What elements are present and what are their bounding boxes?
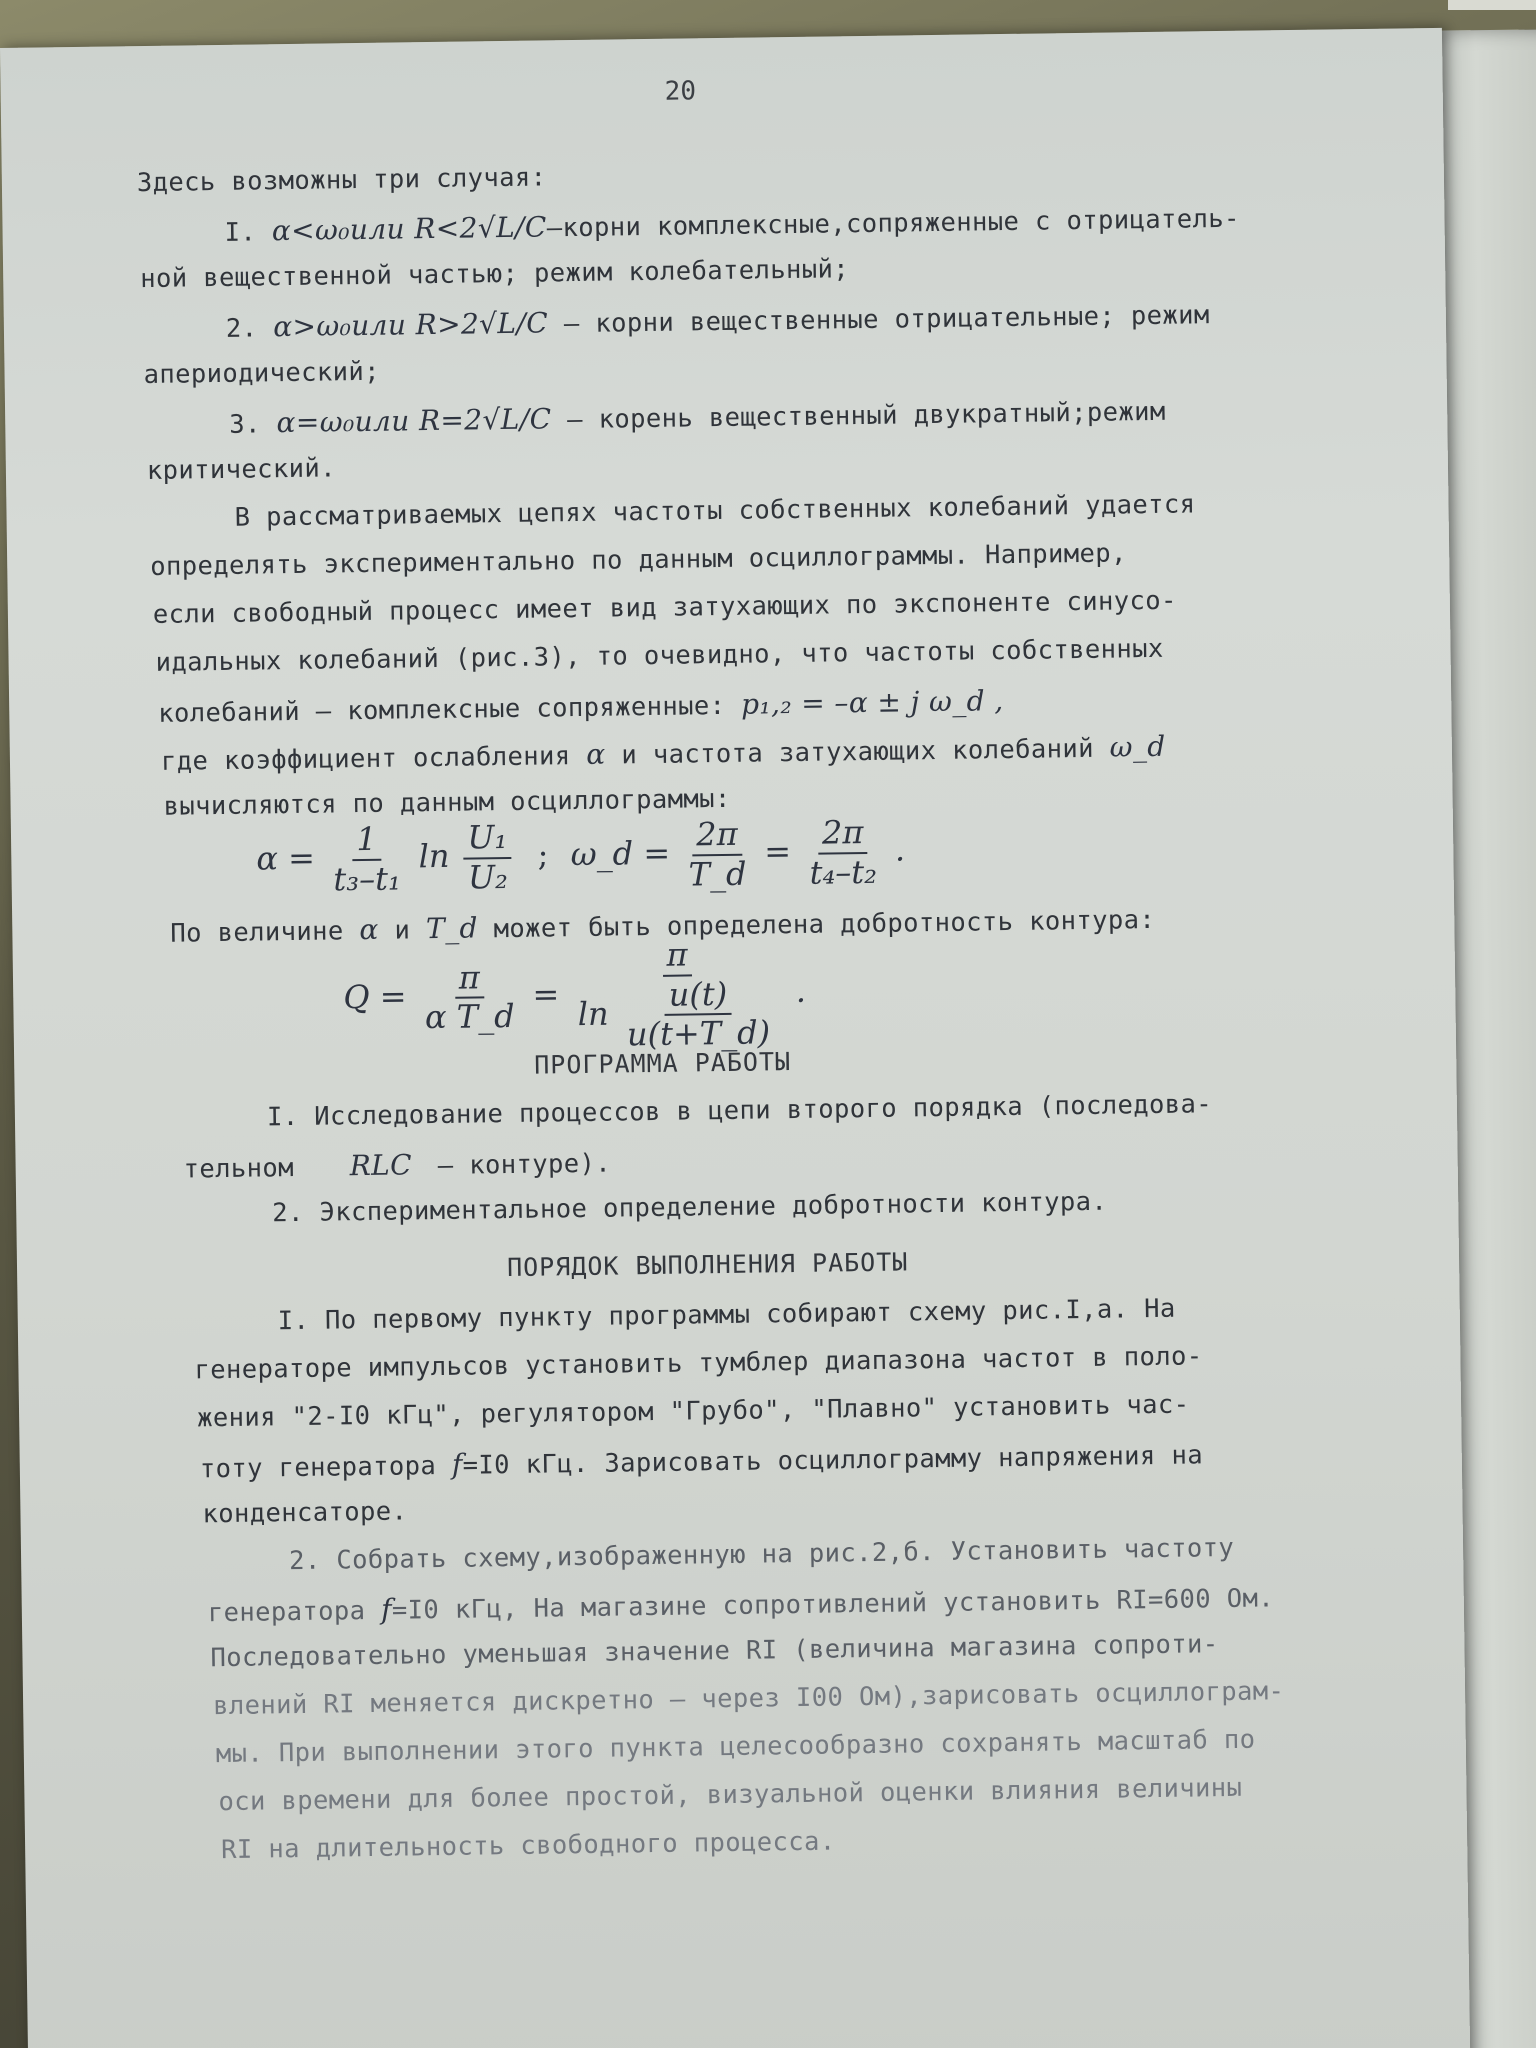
case-2-line bbox=[226, 297, 1210, 344]
paper-edge bbox=[1448, 0, 1536, 10]
formula2-equals: = bbox=[379, 977, 407, 1016]
formula2-q: Q bbox=[343, 977, 370, 1017]
paragraph-line-4: идальных колебаний (рис.3), то очевидно, что частоты собственных bbox=[155, 633, 1164, 678]
omega-d-symbol: ω_d bbox=[1109, 729, 1166, 764]
formula1-fraction-3 bbox=[684, 814, 751, 894]
case-1-formula: α<ω₀или R<2√L/C bbox=[271, 210, 547, 248]
formula2-num2: π bbox=[662, 938, 692, 976]
case-3-formula: α=ω₀или R=2√L/C bbox=[276, 402, 552, 440]
case-3-line bbox=[229, 394, 1166, 440]
formula1-equals-2: = bbox=[643, 833, 671, 873]
paragraph-line-6-text: где коэффициент ослабления bbox=[160, 741, 571, 777]
case-3-number: 3. bbox=[229, 409, 262, 440]
formula2-num1: π bbox=[454, 961, 484, 999]
case-1-text: –корни комплексные,сопряженные с отрицатель- bbox=[546, 203, 1240, 244]
formula1-ln: ln bbox=[418, 836, 450, 876]
order-line-1: I. По первому пункту программы собирают схему рис.I,а. На bbox=[277, 1293, 1176, 1337]
quality-and: и bbox=[394, 915, 411, 946]
formula1-num1: 1 bbox=[352, 823, 381, 861]
order-line-4-suffix: =I0 кГц. Зарисовать осциллограмму напряжения на bbox=[462, 1440, 1204, 1481]
order-line-4 bbox=[200, 1437, 1204, 1484]
formula1-dot: . bbox=[894, 830, 906, 869]
formula-quality-factor bbox=[343, 937, 807, 1056]
rlc-symbol: RLC bbox=[349, 1148, 413, 1183]
formula1-den4: t₄–t₂ bbox=[809, 852, 878, 892]
formula1-omega: ω_d bbox=[570, 834, 634, 874]
order-2-line-1: 2. Собрать схему,изображенную на рис.2,б. Установить частоту bbox=[288, 1532, 1235, 1577]
formula1-num2: U₁ bbox=[463, 821, 511, 859]
formula1-fraction-1 bbox=[329, 819, 405, 899]
program-item-2: 2. Экспериментальное определение добротности контура. bbox=[272, 1186, 1108, 1229]
frequency-symbol-2: f bbox=[380, 1592, 393, 1626]
order-2-line-2-prefix: генератора bbox=[207, 1596, 366, 1629]
formula2-num3: u(t) bbox=[665, 977, 732, 1016]
formula2-ln: ln bbox=[577, 994, 609, 1033]
formula2-dot: . bbox=[795, 971, 807, 1010]
formula1-alpha: α bbox=[256, 839, 279, 878]
order-2-line-2-suffix: =I0 кГц, На магазине сопротивлений установить RI=600 Ом. bbox=[391, 1583, 1275, 1626]
formula2-den3: u(t+T_d) bbox=[626, 1013, 771, 1054]
order-line-3: жения "2-I0 кГц", регулятором "Грубо", "Плавно" установить час- bbox=[196, 1389, 1190, 1434]
paragraph-line-6 bbox=[161, 730, 1166, 777]
roots-formula: p₁,₂ = –α ± j ω_d , bbox=[740, 684, 1004, 721]
case-2-number: 2. bbox=[225, 313, 258, 344]
formula1-num4: 2π bbox=[818, 816, 868, 854]
formula2-den2 bbox=[573, 975, 782, 1053]
page-number: 20 bbox=[664, 76, 697, 107]
paragraph-line-5 bbox=[158, 684, 1004, 729]
formula1-den1: t₃–t₁ bbox=[333, 859, 402, 899]
paragraph-line-2: определять экспериментально по данным осциллограммы. Например, bbox=[150, 538, 1128, 582]
paragraph-line-6-middle: и частота затухающих колебаний bbox=[621, 733, 1095, 771]
heading-order: ПОРЯДОК ВЫПОЛНЕНИЯ РАБОТЫ bbox=[506, 1247, 909, 1283]
formula1-equals-3: = bbox=[764, 832, 792, 871]
formula2-inner-fraction bbox=[622, 974, 774, 1054]
quality-line-suffix: может быть определена добротность контура: bbox=[493, 904, 1156, 945]
program-item-1-suffix: – контуре). bbox=[437, 1148, 612, 1181]
quality-td: T_d bbox=[425, 911, 479, 946]
paragraph-line-3: если свободный процесс имеет вид затухающих по экспоненте синусо- bbox=[152, 585, 1177, 630]
case-3-text: – корень вещественный двукратный;режим bbox=[566, 396, 1166, 436]
formula2-den1: α T_d bbox=[424, 997, 515, 1037]
intro-line: Здесь возможны три случая: bbox=[136, 162, 547, 199]
case-2-continuation: апериодический; bbox=[143, 356, 381, 391]
frequency-symbol: f bbox=[451, 1447, 463, 1481]
formula1-den3: T_d bbox=[688, 854, 747, 894]
paragraph-line-1: В рассматриваемых цепях частоты собственных колебаний удается bbox=[234, 489, 1196, 533]
order-line-5: конденсаторе. bbox=[202, 1496, 408, 1530]
order-2-line-7: RI на длительность свободного процесса. bbox=[220, 1826, 836, 1866]
order-2-line-5: мы. При выполнении этого пункта целесообразно сохранять масштаб по bbox=[215, 1724, 1256, 1770]
paragraph-line-7: вычисляются по данным осциллограммы: bbox=[163, 783, 731, 822]
order-2-line-3: Последовательно уменьшая значение RI (величина магазина сопроти- bbox=[210, 1629, 1219, 1674]
quality-line-prefix: По величине bbox=[170, 916, 344, 949]
program-item-1: I. Исследование процессов в цепи второго порядка (последова- bbox=[266, 1089, 1213, 1133]
program-item-1-continuation bbox=[183, 1146, 611, 1185]
program-item-1-prefix: тельном bbox=[183, 1153, 295, 1185]
quality-alpha: α bbox=[359, 912, 379, 947]
case-2-text: – корни вещественные отрицательные; режим bbox=[563, 300, 1210, 340]
formula2-fraction-2 bbox=[573, 937, 783, 1053]
formula-alpha-omega bbox=[256, 815, 906, 897]
order-2-line-6: оси времени для более простой, визуальной оценки влияния величины bbox=[218, 1772, 1243, 1818]
formula1-fraction-2 bbox=[463, 817, 512, 897]
document-page bbox=[0, 28, 1470, 2048]
formula2-equals-2: = bbox=[532, 975, 560, 1014]
order-line-2: генераторе импульсов установить тумблер диапазона частот в поло- bbox=[194, 1341, 1203, 1386]
alpha-symbol: α bbox=[586, 737, 606, 771]
order-2-line-4: влений RI меняется дискретно – через I00 Ом),зарисовать осциллограм- bbox=[212, 1676, 1285, 1722]
heading-program: ПРОГРАММА РАБОТЫ bbox=[534, 1047, 792, 1080]
order-2-line-2 bbox=[208, 1580, 1275, 1628]
case-3-continuation: критический. bbox=[146, 453, 337, 486]
case-1-continuation: ной вещественной частью; режим колебательный; bbox=[140, 254, 850, 295]
formula1-semicolon: ; bbox=[537, 835, 549, 874]
case-1-line bbox=[224, 201, 1240, 248]
case-1-number: I. bbox=[224, 217, 257, 248]
formula1-num3: 2π bbox=[692, 818, 742, 856]
case-2-formula: α>ω₀или R>2√L/C bbox=[272, 306, 549, 344]
order-line-4-prefix: тоту генератора bbox=[199, 1451, 437, 1485]
paragraph-line-5-text: колебаний – комплексные сопряженные: bbox=[158, 690, 726, 729]
formula1-den2: U₂ bbox=[467, 857, 509, 897]
formula1-equals: = bbox=[287, 838, 316, 878]
formula2-fraction-1 bbox=[420, 958, 519, 1037]
formula1-fraction-4 bbox=[805, 813, 881, 892]
